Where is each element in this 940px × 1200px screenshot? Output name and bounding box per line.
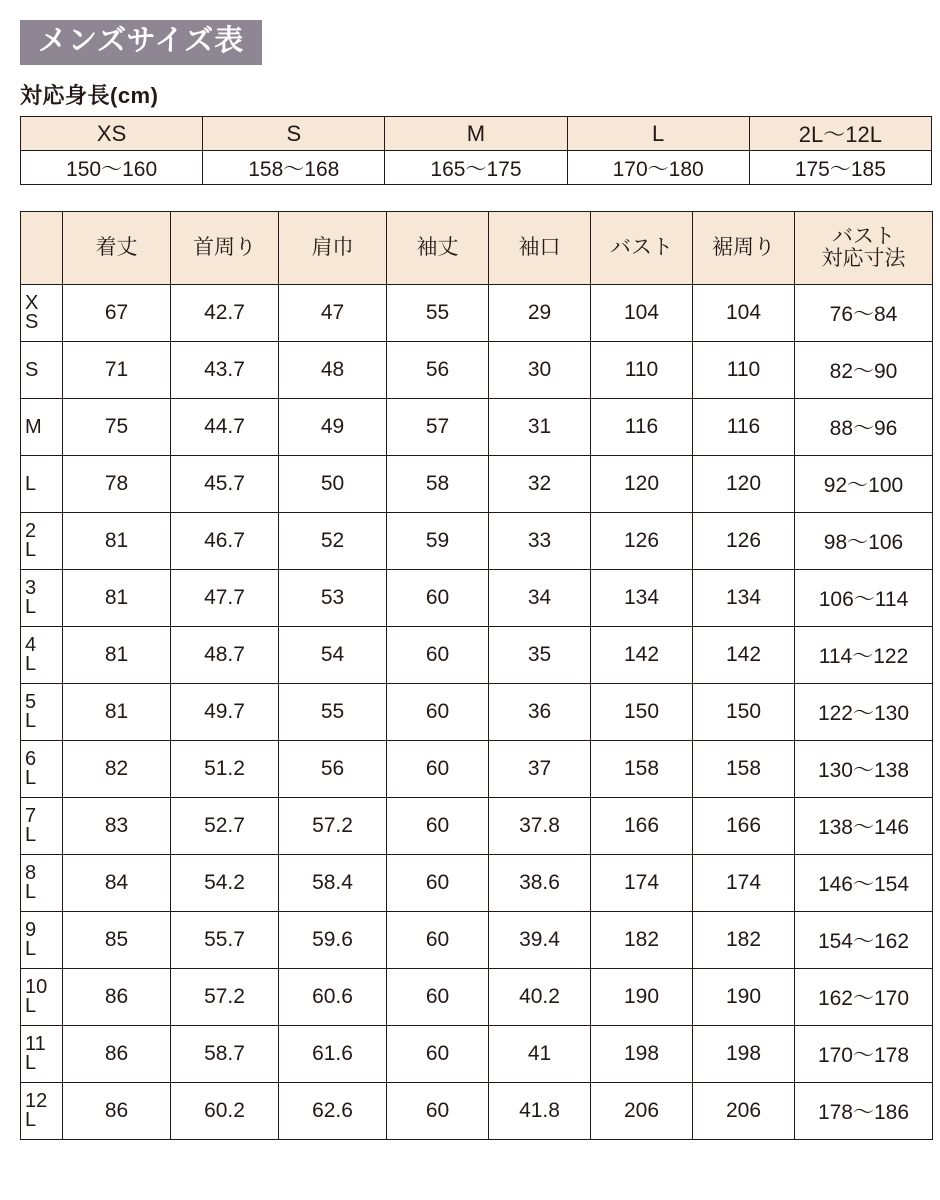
table-cell: 86 — [63, 1083, 171, 1140]
table-row — [21, 684, 933, 741]
table-cell: 60.2 — [171, 1083, 279, 1140]
table-cell: 30 — [489, 342, 591, 399]
table-cell: 40.2 — [489, 969, 591, 1026]
table-cell: 88〜96 — [795, 399, 933, 456]
table-cell: 76〜84 — [795, 285, 933, 342]
row-size-label-line: 11 — [25, 1033, 46, 1056]
table-cell: 47 — [279, 285, 387, 342]
height-range-l: 170〜180 — [567, 151, 749, 185]
table-cell: 86 — [63, 969, 171, 1026]
table-cell: 49.7 — [171, 684, 279, 741]
table-cell: 56 — [279, 741, 387, 798]
table-cell: 60 — [387, 798, 489, 855]
table-cell: 54.2 — [171, 855, 279, 912]
table-cell: 29 — [489, 285, 591, 342]
table-row — [21, 456, 933, 513]
row-size-label — [21, 1083, 63, 1140]
table-cell: 162〜170 — [795, 969, 933, 1026]
row-size-label — [21, 969, 63, 1026]
table-cell: 81 — [63, 570, 171, 627]
table-row — [21, 513, 933, 570]
height-size-l: L — [567, 117, 749, 151]
row-size-label-line: L — [25, 767, 37, 790]
row-size-label-line: L — [25, 710, 37, 733]
table-cell: 35 — [489, 627, 591, 684]
table-cell: 174 — [693, 855, 795, 912]
table-cell: 38.6 — [489, 855, 591, 912]
table-cell: 57.2 — [171, 969, 279, 1026]
table-cell: 48 — [279, 342, 387, 399]
measurement-header-sodeguchi: 袖口 — [489, 212, 591, 285]
table-cell: 60 — [387, 1026, 489, 1083]
table-cell: 110 — [693, 342, 795, 399]
row-size-label — [21, 855, 63, 912]
height-size-s: S — [203, 117, 385, 151]
table-cell: 55 — [279, 684, 387, 741]
table-cell: 114〜122 — [795, 627, 933, 684]
height-table-range-row — [21, 151, 932, 185]
table-row — [21, 399, 933, 456]
height-section-label: 対応身長(cm) — [20, 83, 159, 109]
row-size-label-line: 8 — [25, 862, 37, 885]
row-size-label-line: 5 — [25, 691, 37, 714]
measurement-header-kitake: 着丈 — [63, 212, 171, 285]
table-cell: 58.7 — [171, 1026, 279, 1083]
table-cell: 39.4 — [489, 912, 591, 969]
table-row — [21, 627, 933, 684]
table-cell: 126 — [693, 513, 795, 570]
row-size-label-line: L — [25, 824, 37, 847]
table-cell: 170〜178 — [795, 1026, 933, 1083]
table-cell: 206 — [591, 1083, 693, 1140]
table-row — [21, 912, 933, 969]
table-cell: 60 — [387, 627, 489, 684]
height-range-m: 165〜175 — [385, 151, 567, 185]
measurement-header-corner — [21, 212, 63, 285]
row-size-label — [21, 741, 63, 798]
row-size-label — [21, 1026, 63, 1083]
row-size-label-line: 6 — [25, 748, 37, 771]
table-cell: 84 — [63, 855, 171, 912]
measurement-table-body — [21, 285, 933, 1140]
table-cell: 56 — [387, 342, 489, 399]
table-cell: 53 — [279, 570, 387, 627]
table-cell: 51.2 — [171, 741, 279, 798]
row-size-label-line: L — [25, 596, 37, 619]
row-size-label-line: L — [25, 1109, 37, 1132]
table-cell: 57 — [387, 399, 489, 456]
table-cell: 60 — [387, 741, 489, 798]
table-cell: 54 — [279, 627, 387, 684]
table-cell: 190 — [693, 969, 795, 1026]
table-cell: 48.7 — [171, 627, 279, 684]
table-cell: 32 — [489, 456, 591, 513]
table-cell: 198 — [591, 1026, 693, 1083]
table-cell: 166 — [591, 798, 693, 855]
table-cell: 86 — [63, 1026, 171, 1083]
table-cell: 37.8 — [489, 798, 591, 855]
height-range-xs: 150〜160 — [21, 151, 203, 185]
page-title: メンズサイズ表 — [20, 20, 262, 65]
table-cell: 81 — [63, 513, 171, 570]
table-cell: 60 — [387, 855, 489, 912]
row-size-label-line: L — [25, 938, 37, 961]
table-cell: 59.6 — [279, 912, 387, 969]
table-cell: 138〜146 — [795, 798, 933, 855]
table-cell: 178〜186 — [795, 1083, 933, 1140]
table-row — [21, 285, 933, 342]
height-table-size-row — [21, 117, 932, 151]
table-cell: 33 — [489, 513, 591, 570]
table-cell: 198 — [693, 1026, 795, 1083]
row-size-label-line: L — [25, 473, 37, 496]
table-cell: 142 — [591, 627, 693, 684]
table-cell: 42.7 — [171, 285, 279, 342]
table-cell: 154〜162 — [795, 912, 933, 969]
table-cell: 71 — [63, 342, 171, 399]
table-cell: 106〜114 — [795, 570, 933, 627]
table-cell: 36 — [489, 684, 591, 741]
row-size-label-line: 3 — [25, 577, 37, 600]
table-cell: 85 — [63, 912, 171, 969]
table-cell: 126 — [591, 513, 693, 570]
table-cell: 81 — [63, 627, 171, 684]
height-size-xs: XS — [21, 117, 203, 151]
measurement-header-kubimawari: 首周り — [171, 212, 279, 285]
row-size-label-line: S — [25, 359, 39, 382]
row-size-label — [21, 285, 63, 342]
table-row — [21, 1083, 933, 1140]
table-cell: 134 — [591, 570, 693, 627]
height-table-body — [21, 117, 932, 185]
table-cell: 55.7 — [171, 912, 279, 969]
row-size-label — [21, 912, 63, 969]
row-size-label-line: 2 — [25, 520, 37, 543]
table-cell: 46.7 — [171, 513, 279, 570]
table-cell: 150 — [591, 684, 693, 741]
table-row — [21, 798, 933, 855]
table-cell: 134 — [693, 570, 795, 627]
table-cell: 98〜106 — [795, 513, 933, 570]
table-cell: 78 — [63, 456, 171, 513]
table-cell: 62.6 — [279, 1083, 387, 1140]
table-row — [21, 855, 933, 912]
row-size-label-line: L — [25, 1052, 37, 1075]
row-size-label-line: L — [25, 653, 37, 676]
table-cell: 158 — [591, 741, 693, 798]
height-table — [20, 116, 932, 185]
table-cell: 37 — [489, 741, 591, 798]
table-cell: 67 — [63, 285, 171, 342]
table-cell: 47.7 — [171, 570, 279, 627]
row-size-label-line: 10 — [25, 976, 48, 999]
height-size-m: M — [385, 117, 567, 151]
table-cell: 146〜154 — [795, 855, 933, 912]
table-cell: 83 — [63, 798, 171, 855]
table-row — [21, 969, 933, 1026]
table-cell: 81 — [63, 684, 171, 741]
table-cell: 116 — [591, 399, 693, 456]
table-cell: 206 — [693, 1083, 795, 1140]
row-size-label — [21, 342, 63, 399]
row-size-label — [21, 798, 63, 855]
table-cell: 82 — [63, 741, 171, 798]
measurement-header-bust: バスト — [591, 212, 693, 285]
table-row — [21, 570, 933, 627]
table-row — [21, 741, 933, 798]
table-cell: 52.7 — [171, 798, 279, 855]
measurement-header-katahaba: 肩巾 — [279, 212, 387, 285]
table-cell: 60 — [387, 969, 489, 1026]
height-size-2l-12l: 2L〜12L — [749, 117, 931, 151]
row-size-label-line: 12 — [25, 1090, 48, 1113]
table-cell: 50 — [279, 456, 387, 513]
row-size-label — [21, 456, 63, 513]
table-cell: 60 — [387, 684, 489, 741]
table-cell: 57.2 — [279, 798, 387, 855]
row-size-label — [21, 627, 63, 684]
row-size-label-line: L — [25, 881, 37, 904]
table-cell: 58.4 — [279, 855, 387, 912]
table-cell: 104 — [591, 285, 693, 342]
table-cell: 60 — [387, 1083, 489, 1140]
table-cell: 110 — [591, 342, 693, 399]
row-size-label-line: L — [25, 995, 37, 1018]
table-cell: 174 — [591, 855, 693, 912]
table-cell: 182 — [693, 912, 795, 969]
table-cell: 104 — [693, 285, 795, 342]
height-range-2l-12l: 175〜185 — [749, 151, 931, 185]
height-range-s: 158〜168 — [203, 151, 385, 185]
table-cell: 190 — [591, 969, 693, 1026]
table-cell: 31 — [489, 399, 591, 456]
measurement-header-bust-taiou-line2: 対応寸法 — [821, 247, 906, 271]
table-cell: 60 — [387, 570, 489, 627]
measurement-header-bust-taiou — [795, 212, 933, 285]
table-row — [21, 342, 933, 399]
measurement-header-susomawari: 裾周り — [693, 212, 795, 285]
row-size-label-line: X — [25, 292, 39, 315]
table-cell: 158 — [693, 741, 795, 798]
table-cell: 116 — [693, 399, 795, 456]
measurement-table-head — [21, 212, 933, 285]
table-cell: 166 — [693, 798, 795, 855]
table-cell: 41 — [489, 1026, 591, 1083]
table-cell: 142 — [693, 627, 795, 684]
row-size-label-line: 9 — [25, 919, 37, 942]
table-cell: 59 — [387, 513, 489, 570]
table-cell: 182 — [591, 912, 693, 969]
table-cell: 41.8 — [489, 1083, 591, 1140]
table-cell: 120 — [591, 456, 693, 513]
measurement-table — [20, 211, 933, 1140]
row-size-label-line: 7 — [25, 805, 37, 828]
table-cell: 49 — [279, 399, 387, 456]
table-cell: 150 — [693, 684, 795, 741]
measurement-section — [20, 211, 926, 1140]
table-cell: 60.6 — [279, 969, 387, 1026]
table-cell: 130〜138 — [795, 741, 933, 798]
row-size-label-line: 4 — [25, 634, 37, 657]
table-cell: 60 — [387, 912, 489, 969]
table-cell: 45.7 — [171, 456, 279, 513]
table-cell: 44.7 — [171, 399, 279, 456]
row-size-label — [21, 684, 63, 741]
table-cell: 34 — [489, 570, 591, 627]
row-size-label — [21, 513, 63, 570]
table-cell: 92〜100 — [795, 456, 933, 513]
table-cell: 55 — [387, 285, 489, 342]
measurement-header-bust-taiou-line1: バスト — [832, 225, 895, 249]
table-cell: 75 — [63, 399, 171, 456]
row-size-label — [21, 570, 63, 627]
table-cell: 58 — [387, 456, 489, 513]
table-cell: 52 — [279, 513, 387, 570]
measurement-header-sodetake: 袖丈 — [387, 212, 489, 285]
row-size-label — [21, 399, 63, 456]
table-cell: 61.6 — [279, 1026, 387, 1083]
row-size-label-line: L — [25, 539, 37, 562]
row-size-label-line: M — [25, 416, 42, 439]
table-cell: 82〜90 — [795, 342, 933, 399]
table-row — [21, 1026, 933, 1083]
table-cell: 43.7 — [171, 342, 279, 399]
row-size-label-line: S — [25, 311, 39, 334]
table-cell: 122〜130 — [795, 684, 933, 741]
measurement-header-row — [21, 212, 933, 285]
table-cell: 120 — [693, 456, 795, 513]
